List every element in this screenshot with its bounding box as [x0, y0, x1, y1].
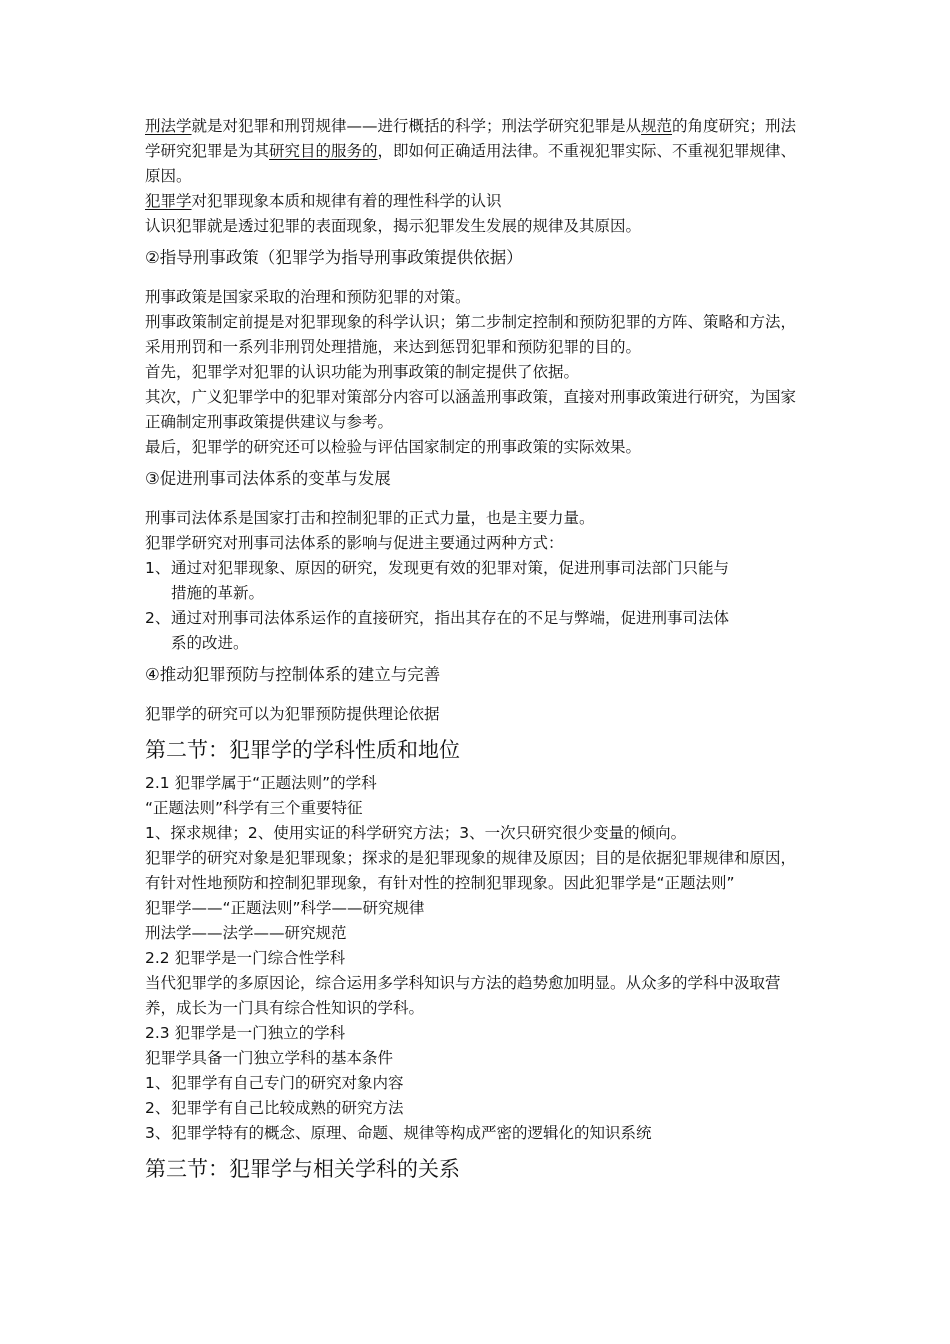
text-fragment: ，即如何正确适用法律。不重视犯罪实际、不重视犯罪规律、原因。	[145, 142, 797, 185]
document-body	[145, 114, 810, 1190]
subsection-title-2-1: 2.1 犯罪学属于“正题法则”的学科	[145, 774, 377, 792]
term-criminology: 犯罪学	[145, 192, 192, 210]
text-fragment: 就是对犯罪和刑罚规律——进行概括的科学；刑法学研究犯罪是从	[191, 117, 642, 135]
heading-justice-reform: ③促进刑事司法体系的变革与发展	[145, 469, 391, 488]
term-research-purpose: 研究目的服务的	[269, 142, 378, 160]
list-text: 犯罪学有自己专门的研究对象内容	[171, 1074, 404, 1092]
paragraph: 刑事政策制定前提是对犯罪现象的科学认识；第二步制定控制和预防犯罪的方阵、策略和方法，采用刑罚和一系列非刑罚处理措施，来达到惩罚犯罪和预防犯罪的目的。	[145, 313, 797, 356]
heading-prevention-system: ④推动犯罪预防与控制体系的建立与完善	[145, 665, 441, 684]
paragraph-criminology	[145, 189, 810, 214]
paragraph: 最后，犯罪学的研究还可以检验与评估国家制定的刑事政策的实际效果。	[145, 438, 642, 456]
list-number: 2、	[145, 1099, 171, 1117]
paragraph: 犯罪学具备一门独立学科的基本条件	[145, 1049, 394, 1067]
paragraph: 犯罪学的研究可以为犯罪预防提供理论依据	[145, 705, 440, 723]
subsection-title-2-3: 2.3 犯罪学是一门独立的学科	[145, 1024, 346, 1042]
paragraph: 1、探求规律；2、使用实证的科学研究方法；3、一次只研究很少变量的倾向。	[145, 824, 687, 842]
list-number: 3、	[145, 1124, 171, 1142]
list-text-continued: 系的改进。	[171, 634, 249, 652]
paragraph: “正题法则”科学有三个重要特征	[145, 799, 363, 817]
list-text: 犯罪学有自己比较成熟的研究方法	[171, 1099, 404, 1117]
paragraph: 犯罪学研究对刑事司法体系的影响与促进主要通过两种方式：	[145, 534, 564, 552]
paragraph: 认识犯罪就是透过犯罪的表面现象，揭示犯罪发生发展的规律及其原因。	[145, 217, 642, 235]
list-item	[145, 1121, 810, 1146]
paragraph: 犯罪学——“正题法则”科学——研究规律	[145, 899, 425, 917]
paragraph: 首先，犯罪学对犯罪的认识功能为刑事政策的制定提供了依据。	[145, 363, 580, 381]
paragraph: 其次，广义犯罪学中的犯罪对策部分内容可以涵盖刑事政策，直接对刑事政策进行研究，为国家正确制定刑事政策提供建议与参考。	[145, 388, 797, 431]
subsection-title-2-2: 2.2 犯罪学是一门综合性学科	[145, 949, 346, 967]
text-fragment: 的角度研究；刑法学研究犯罪是为其	[145, 117, 797, 160]
heading-guide-policy: ②指导刑事政策（犯罪学为指导刑事政策提供依据）	[145, 248, 523, 267]
list-number: 2、	[145, 609, 171, 627]
list-item	[145, 556, 810, 606]
list-text: 犯罪学特有的概念、原理、命题、规律等构成严密的逻辑化的知识系统	[171, 1124, 652, 1142]
list-item	[145, 606, 810, 656]
paragraph: 刑法学——法学——研究规范	[145, 924, 347, 942]
paragraph: 犯罪学的研究对象是犯罪现象；探求的是犯罪现象的规律及原因；目的是依据犯罪规律和原因，有针对性地预防和控制犯罪现象，有针对性的控制犯罪现象。因此犯罪学是“正题法则”	[145, 849, 797, 892]
list-item	[145, 1071, 810, 1096]
list-text: 通过对刑事司法体系运作的直接研究，指出其存在的不足与弊端，促进刑事司法体	[171, 609, 730, 627]
text-fragment: 对犯罪现象本质和规律有着的理性科学的认识	[191, 192, 502, 210]
term-criminal-law: 刑法学	[145, 117, 192, 135]
list-number: 1、	[145, 1074, 171, 1092]
paragraph: 当代犯罪学的多原因论，综合运用多学科知识与方法的趋势愈加明显。从众多的学科中汲取营养，成长为一门具有综合性知识的学科。	[145, 974, 781, 1017]
term-norm: 规范	[641, 117, 673, 135]
list-text-continued: 措施的革新。	[171, 584, 265, 602]
list-item	[145, 1096, 810, 1121]
list-text: 通过对犯罪现象、原因的研究，发现更有效的犯罪对策，促进刑事司法部门只能与	[171, 559, 730, 577]
paragraph-criminal-law	[145, 114, 810, 189]
paragraph: 刑事政策是国家采取的治理和预防犯罪的对策。	[145, 288, 471, 306]
list-number: 1、	[145, 559, 171, 577]
paragraph: 刑事司法体系是国家打击和控制犯罪的正式力量，也是主要力量。	[145, 509, 595, 527]
section-title-3: 第三节：犯罪学与相关学科的关系	[145, 1157, 460, 1181]
section-title-2: 第二节：犯罪学的学科性质和地位	[145, 738, 460, 762]
